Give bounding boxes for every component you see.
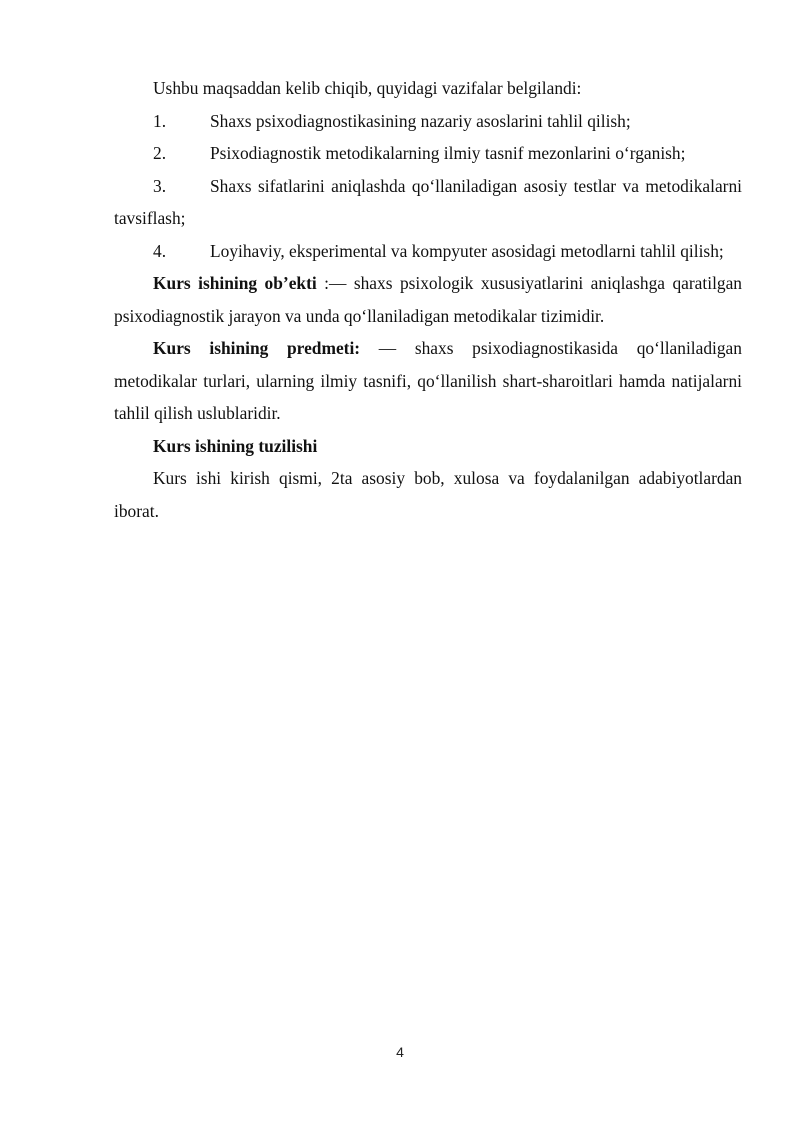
task-item-2	[114, 137, 742, 170]
task-number: 3.	[153, 175, 167, 196]
task-item-1	[114, 105, 742, 138]
task-number: 4.	[153, 240, 167, 261]
subject-label: Kurs ishining predmeti:	[153, 338, 361, 358]
page-body	[114, 72, 742, 527]
subject-text: — shaxs psixodiagnostikasida qo‘llaniladigan metodikalar turlari, ularning ilmiy tasnifi, qo‘llanilish shart-sharoitlari hamda natijalarni tahlil qilish uslublaridir.	[114, 338, 742, 423]
task-item-4	[114, 235, 742, 268]
task-number: 2.	[153, 143, 167, 163]
task-number: 1.	[153, 110, 167, 131]
structure-heading: Kurs ishining tuzilishi	[153, 435, 318, 456]
page-number: 4	[396, 1044, 404, 1060]
subject-paragraph	[114, 332, 742, 430]
task-text: Loyihaviy, eksperimental va kompyuter asosidagi metodlarni tahlil qilish;	[210, 240, 724, 261]
intro-paragraph: Ushbu maqsaddan kelib chiqib, quyidagi vazifalar belgilandi:	[153, 78, 582, 98]
task-text: Psixodiagnostik metodikalarning ilmiy tasnif mezonlarini o‘rganish;	[210, 143, 686, 163]
object-paragraph	[114, 267, 742, 332]
structure-paragraph: Kurs ishi kirish qismi, 2ta asosiy bob, xulosa va foydalanilgan adabiyotlardan iborat.	[114, 468, 742, 521]
task-text: Shaxs psixodiagnostikasining nazariy asoslarini tahlil qilish;	[210, 110, 631, 131]
object-text: :— shaxs psixologik xususiyatlarini aniqlashga qaratilgan psixodiagnostik jarayon va unda qo‘llaniladigan metodikalar tizimidir.	[114, 273, 743, 326]
object-label: Kurs ishining ob’ekti	[153, 273, 317, 293]
task-item-3	[114, 170, 742, 235]
task-text: Shaxs sifatlarini aniqlashda qo‘llaniladigan asosiy testlar va metodikalarni tavsiflash;	[114, 175, 742, 228]
